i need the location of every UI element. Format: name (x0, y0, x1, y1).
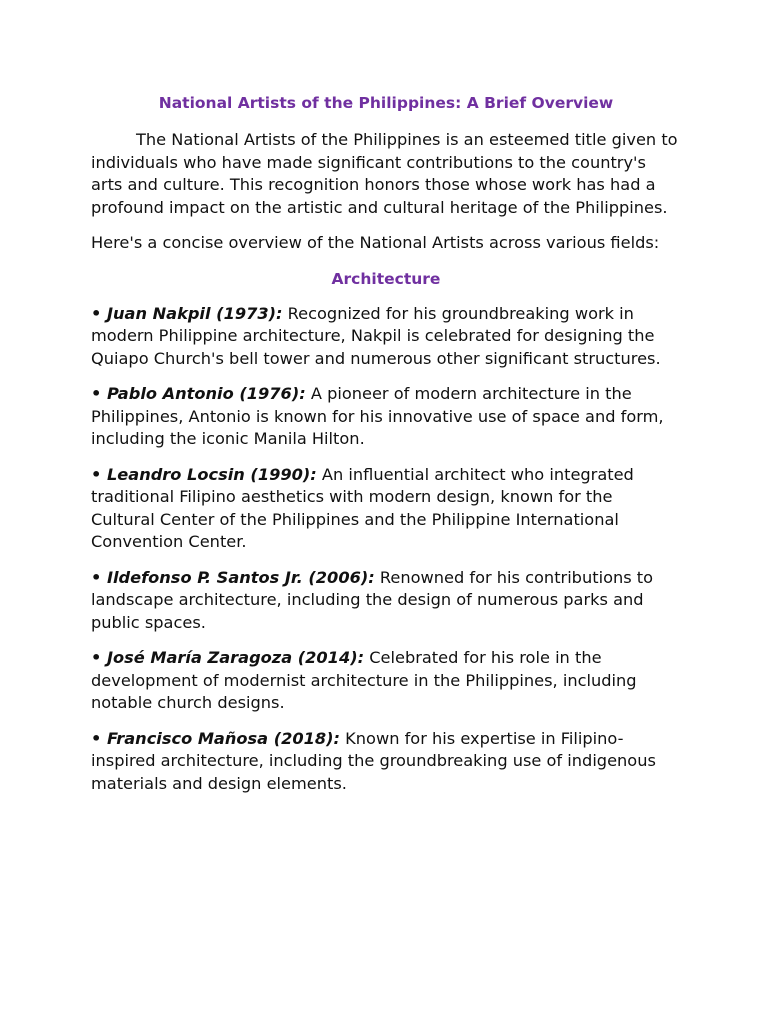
document-title: National Artists of the Philippines: A Brief Overview (158, 94, 614, 112)
artist-name: • José María Zaragoza (2014): (91, 648, 365, 667)
list-item (91, 303, 681, 371)
list-item (91, 728, 681, 796)
artist-description: Known for his expertise in Filipino-inspired architecture, including the groundbreaking use of indigenous materials and design elements. (91, 728, 656, 793)
artist-description: Renowned for his contributions to landscape architecture, including the design of numerous parks and public spaces. (91, 567, 654, 632)
document-page (91, 92, 681, 808)
artist-name: • Juan Nakpil (1973): (91, 303, 283, 323)
artist-name: • Ildefonso P. Santos Jr. (2006): (91, 567, 375, 587)
artist-description: Recognized for his groundbreaking work in modern Philippine architecture, Nakpil is celebrated for designing the Quiapo Church's bell tower and numerous other significant structures. (91, 303, 661, 368)
list-item (91, 647, 681, 715)
list-item (91, 383, 681, 451)
artist-name: • Leandro Locsin (1990): (91, 464, 317, 484)
artist-name: • Francisco Mañosa (2018): (91, 728, 341, 748)
artist-description: A pioneer of modern architecture in the Philippines, Antonio is known for his innovative use of space and form, including the iconic Manila Hilton. (91, 384, 664, 448)
list-item (91, 464, 681, 554)
lead-in-paragraph: Here's a concise overview of the National Artists across various fields: (91, 233, 660, 252)
intro-paragraph: The National Artists of the Philippines is an esteemed title given to individuals who have made significant contributions to the country's arts and culture. This recognition honors those whose work has had a profound impact on the artistic and cultural heritage of the Philippines. (91, 130, 678, 217)
artist-description: Celebrated for his role in the development of modernist architecture in the Philippines, including notable church designs. (91, 648, 637, 712)
section-title: Architecture (331, 269, 441, 288)
artist-name: • Pablo Antonio (1976): (91, 384, 306, 403)
artist-description: An influential architect who integrated traditional Filipino aesthetics with modern design, known for the Cultural Center of the Philippines and the Philippine International Convention Center. (91, 464, 634, 551)
list-item (91, 567, 681, 635)
